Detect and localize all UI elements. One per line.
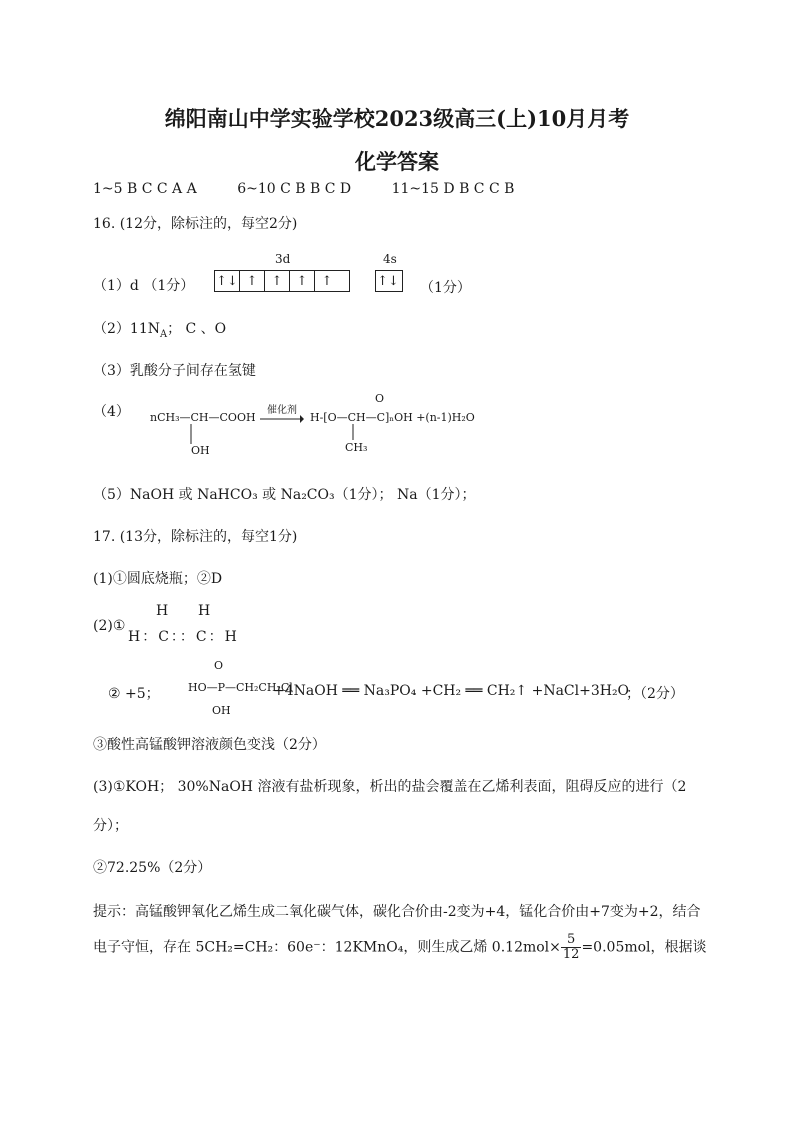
reactant-bond — [190, 424, 192, 444]
q17-a3c: ②72.25%（2分） — [93, 860, 212, 876]
product-bond — [352, 424, 354, 440]
ethephon-oh: OH — [212, 704, 231, 717]
mc-group-1: 1~5 B C C A A — [93, 181, 197, 197]
q17-a3a: (3)①KOH； 30%NaOH 溶液有盐析现象，析出的盐会覆盖在乙烯利表面，阻碍反应的进行（2 — [93, 779, 687, 795]
q17-equation: +4NaOH ══ Na₃PO₄ +CH₂ ══ CH₂↑ +NaCl+3H₂O — [273, 683, 630, 699]
orbital-3d-label: 3d — [275, 252, 291, 266]
q17-equation-points: ；（2分） — [626, 686, 684, 702]
orbital-3d-boxes — [214, 270, 350, 292]
q17-hint-line-1: 提示：高锰酸钾氧化乙烯生成二氧化碳气体，碳化合价由-2变为+4，锰化合价由+7变为+2，结合 — [93, 904, 701, 920]
ethephon-structure: HO—P—CH₂CH₂Cl — [188, 681, 293, 694]
q16-a1-suffix: （1分） — [420, 280, 471, 296]
q16-a2-pre: （2）11N — [93, 321, 160, 337]
product-carbonyl-o: O — [375, 392, 385, 405]
mc-answers — [93, 181, 550, 197]
q17-a1: (1)①圆底烧瓶；②D — [93, 571, 223, 587]
orbital-4s-box — [375, 270, 403, 292]
orbital-3d-cell: ↑ — [265, 271, 290, 291]
q16-a2-post: ； C 、O — [167, 321, 227, 337]
q16-a5: （5）NaOH 或 NaHCO₃ 或 Na₂CO₃（1分）； Na（1分）； — [93, 487, 476, 503]
q17-a2b-label: ② +5； — [108, 686, 160, 702]
q16-a3: （3）乳酸分子间存在氢键 — [93, 363, 256, 379]
electron-dot-h-top-2: H — [198, 603, 211, 619]
reaction-reactant: nCH₃—CH—COOH — [150, 411, 256, 424]
orbital-4s-cell: ↑↓ — [377, 273, 399, 289]
orbital-3d-cell: ↑↓ — [215, 271, 240, 291]
reaction-product: H-[O—CH—C]ₙOH +(n-1)H₂O — [310, 411, 475, 424]
q17-heading: 17. (13分，除标注的，每空1分) — [93, 529, 298, 545]
product-ch3: CH₃ — [345, 441, 368, 454]
orbital-3d-cell: ↑ — [240, 271, 265, 291]
q17-a2-label: (2)① — [93, 618, 126, 634]
q16-a1-prefix: （1）d （1分） — [93, 278, 195, 294]
q17-a2c: ③酸性高锰酸钾溶液颜色变浅（2分） — [93, 737, 326, 753]
q16-a2 — [93, 318, 226, 340]
fraction-numerator: 5 — [561, 933, 582, 948]
q16-heading: 16. (12分，除标注的，每空2分) — [93, 216, 298, 232]
fraction — [561, 933, 582, 962]
orbital-4s-label: 4s — [383, 252, 397, 266]
ethephon-o: O — [214, 659, 224, 672]
q16-a2-sub: A — [159, 328, 168, 340]
orbital-3d-cell: ↑ — [321, 273, 333, 289]
q17-hint-line-2 — [93, 933, 707, 962]
orbital-3d-cell: ↑ — [290, 271, 315, 291]
reaction-reactant-oh: OH — [191, 444, 210, 457]
fraction-denominator: 12 — [562, 947, 580, 962]
hint-2-post: =0.05mol，根据谈 — [581, 939, 707, 956]
mc-group-2: 6~10 C B B C D — [237, 181, 352, 197]
q16-a4-label: （4） — [93, 404, 130, 420]
electron-dot-formula: H：C：：C：H — [128, 629, 239, 645]
hint-2-pre: 电子守恒，存在 5CH₂=CH₂：60e⁻：12KMnO₄，则生成乙烯 0.12mol× — [93, 939, 561, 956]
mc-group-3: 11~15 D B C C B — [391, 181, 515, 197]
electron-dot-h-top-1: H — [156, 603, 169, 619]
reaction-arrow — [260, 414, 304, 424]
page-subtitle: 化学答案 — [355, 149, 439, 174]
catalyst-label: 催化剂 — [267, 405, 297, 416]
q17-a3b: 分）； — [93, 818, 128, 834]
page-title: 绵阳南山中学实验学校2023级高三(上)10月月考 — [164, 106, 630, 131]
